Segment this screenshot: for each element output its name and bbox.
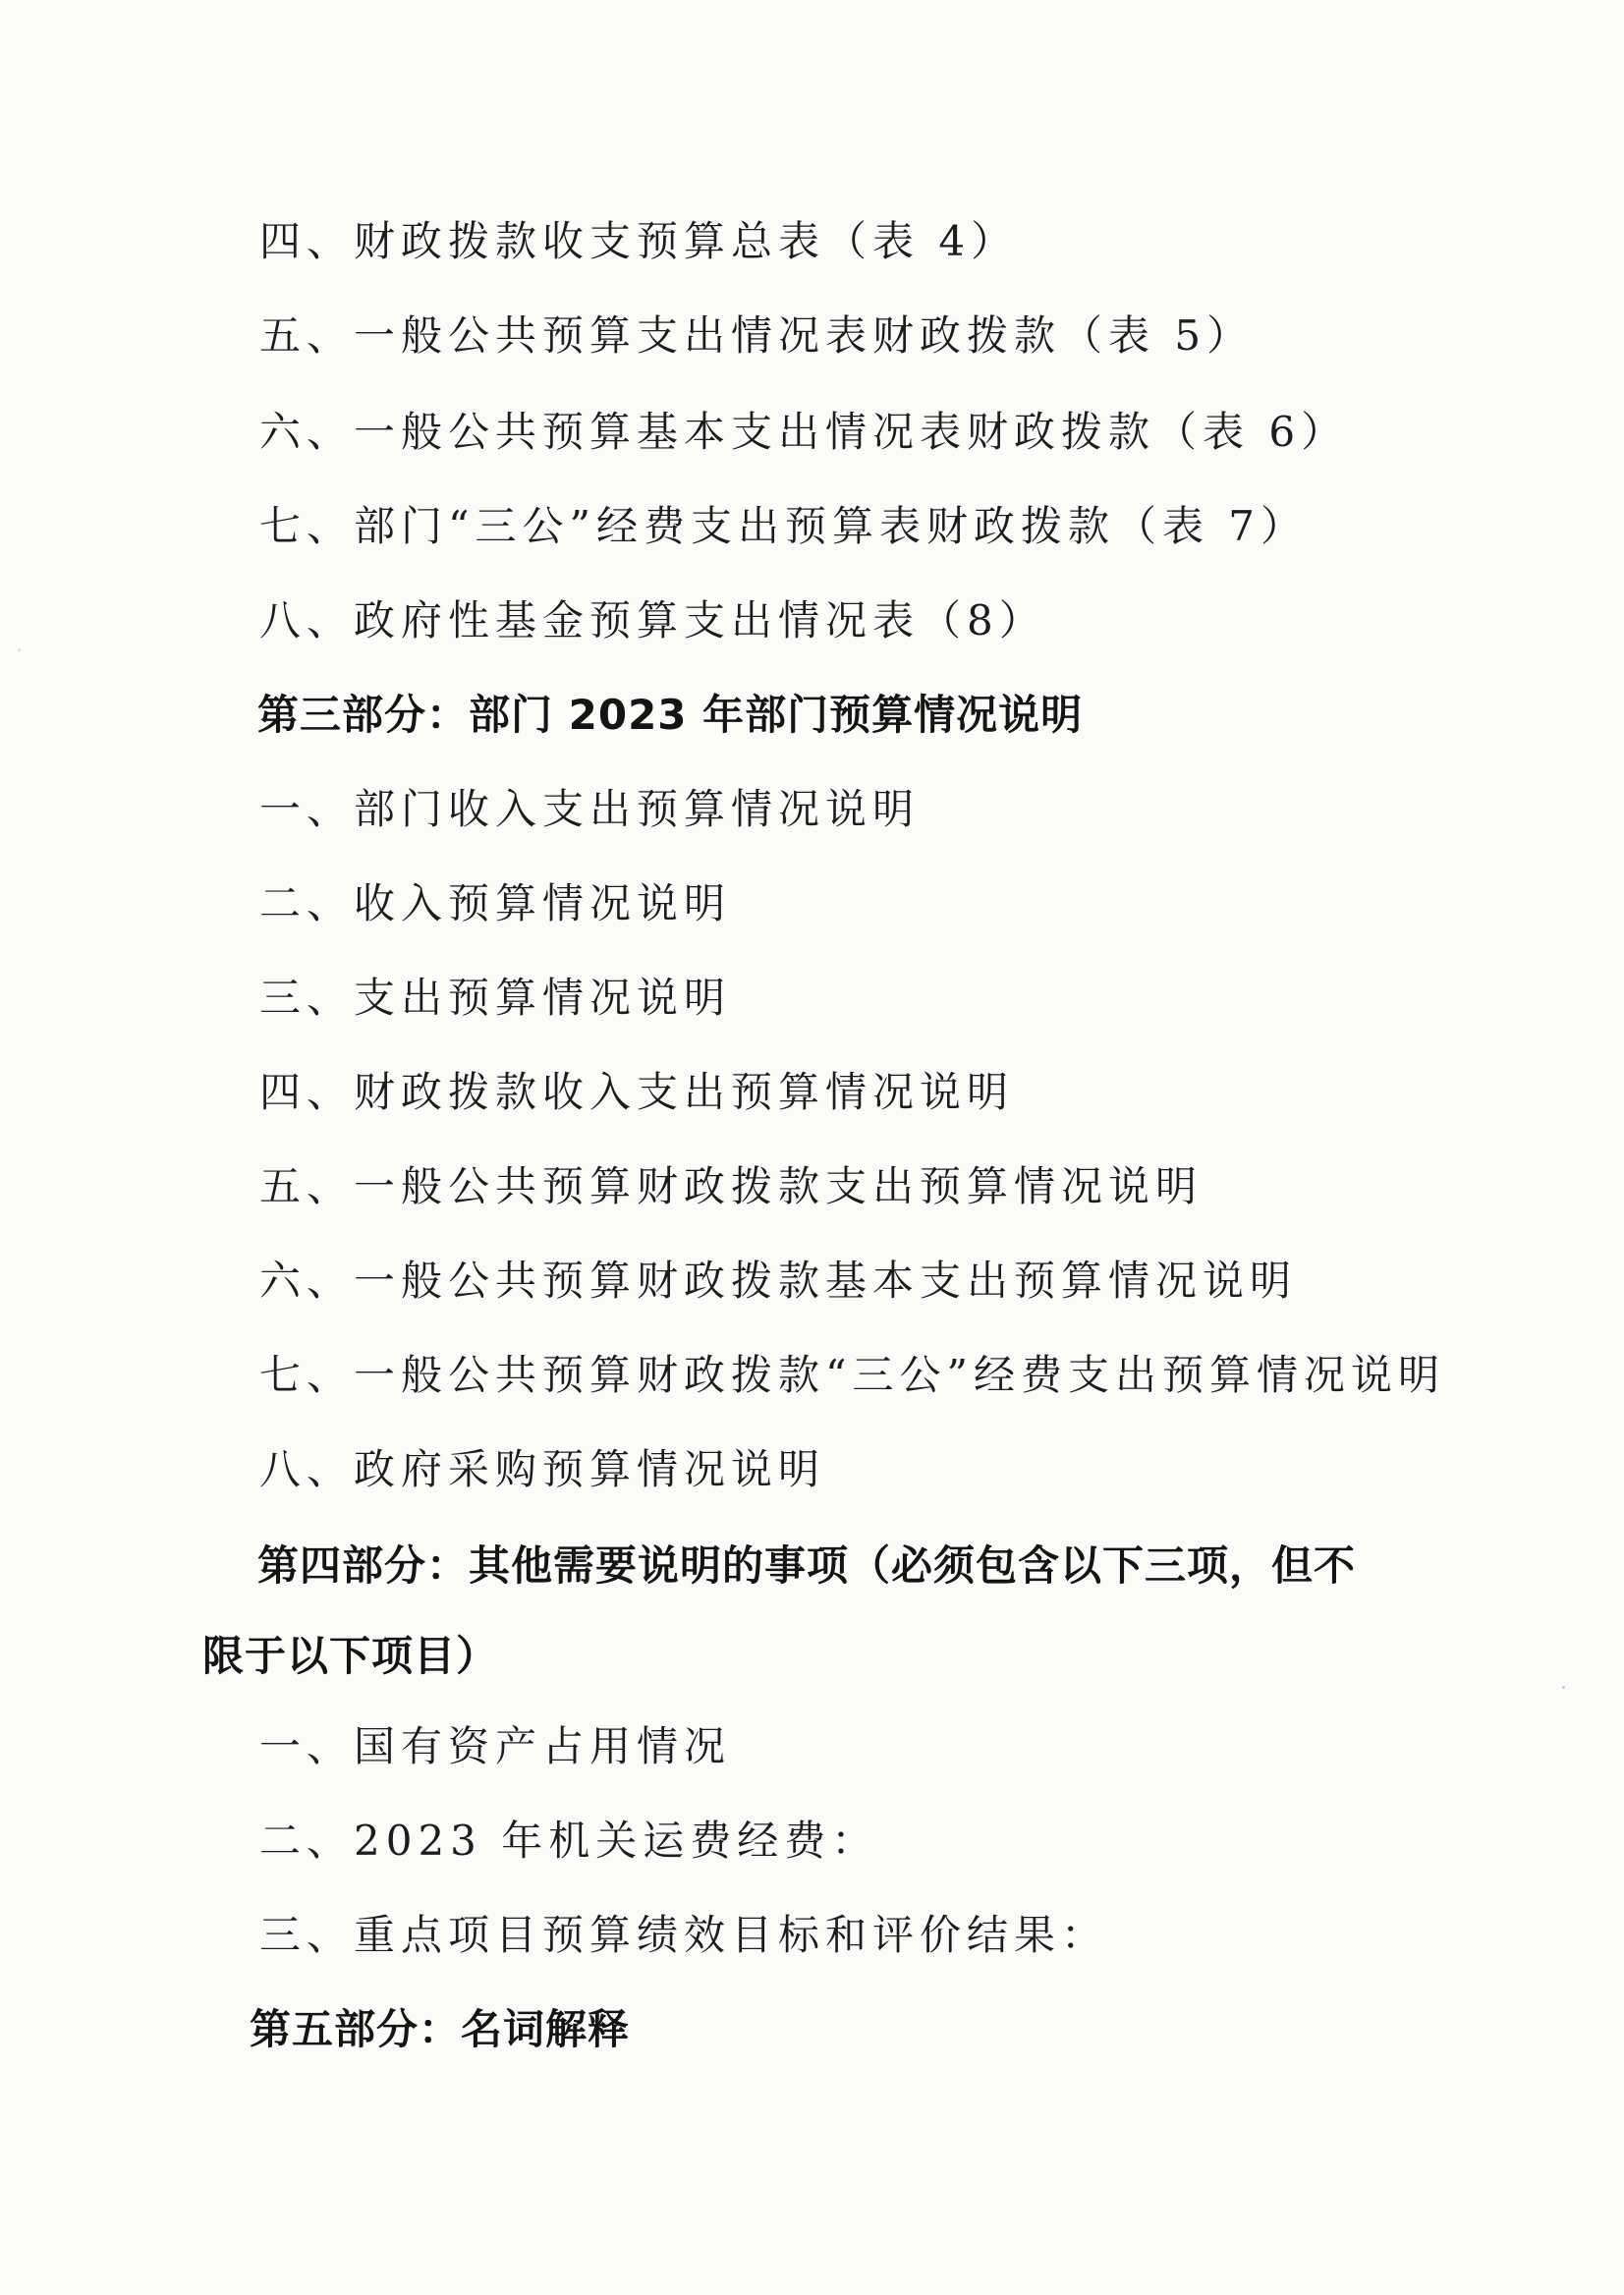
- part3-item-4: 四、财政拨款收入支出预算情况说明: [259, 1068, 1015, 1116]
- part3-item-2: 二、收入预算情况说明: [259, 879, 732, 927]
- part3-item-1: 一、部门收入支出预算情况说明: [259, 785, 921, 833]
- part5-heading: 第五部分：名词解释: [250, 2005, 631, 2053]
- part3-item-3: 三、支出预算情况说明: [259, 974, 732, 1022]
- part3-item-7: 七、一般公共预算财政拨款“三公”经费支出预算情况说明: [259, 1351, 1445, 1399]
- part3-item-6: 六、一般公共预算财政拨款基本支出预算情况说明: [259, 1257, 1298, 1305]
- toc-item-table-5: 五、一般公共预算支出情况表财政拨款（表 5）: [259, 311, 1255, 360]
- part3-item-5: 五、一般公共预算财政拨款支出预算情况说明: [259, 1162, 1204, 1210]
- toc-item-table-4: 四、财政拨款收支预算总表（表 4）: [259, 217, 1019, 265]
- scan-speck: [1562, 1686, 1565, 1689]
- toc-item-table-6: 六、一般公共预算基本支出情况表财政拨款（表 6）: [259, 408, 1349, 456]
- toc-item-table-7: 七、部门“三公”经费支出预算表财政拨款（表 7）: [259, 502, 1309, 550]
- part4-heading-line1: 第四部分：其他需要说明的事项（必须包含以下三项，但不: [257, 1541, 1357, 1590]
- part3-item-8: 八、政府采购预算情况说明: [259, 1445, 826, 1493]
- scan-speck: [18, 648, 21, 651]
- part4-heading-line2: 限于以下项目）: [202, 1632, 499, 1680]
- toc-item-table-8: 八、政府性基金预算支出情况表（8）: [259, 596, 1046, 644]
- part4-item-3: 三、重点项目预算绩效目标和评价结果：: [259, 1911, 1109, 1959]
- part4-item-1: 一、国有资产占用情况: [259, 1722, 732, 1770]
- part3-heading: 第三部分：部门 2023 年部门预算情况说明: [257, 691, 1084, 739]
- part4-item-2: 二、2023 年机关运费经费：: [259, 1817, 879, 1865]
